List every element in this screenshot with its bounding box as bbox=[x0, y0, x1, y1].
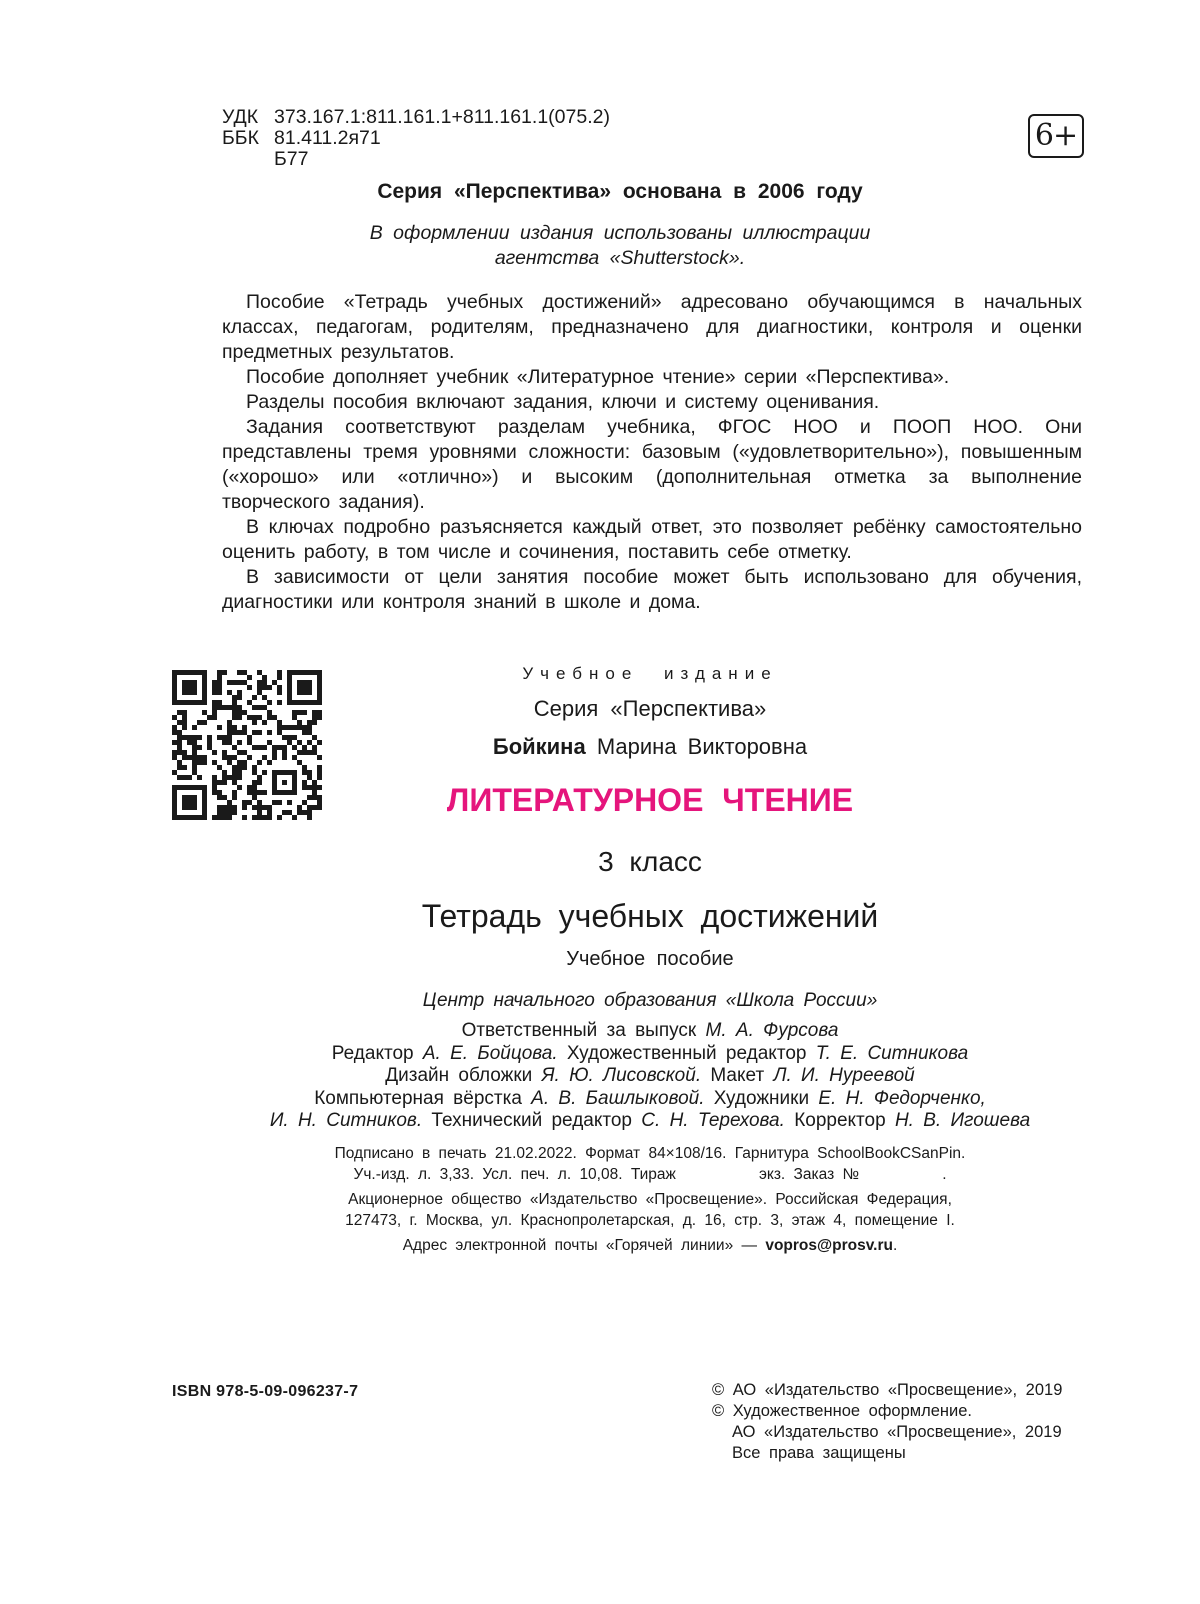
hotline-line: Адрес электронной почты «Горячей линии» — vopros@prosv.ru. bbox=[402, 1237, 898, 1254]
illustrations-note-line2: агентства «Shutterstock». bbox=[494, 247, 746, 269]
bbk-label: ББК bbox=[222, 127, 259, 149]
book-subtitle: Тетрадь учебных достижений bbox=[421, 898, 879, 934]
annotation-paragraph: В зависимости от цели занятия пособие может быть использовано для обучения, диагностики или контроля знаний в школе и дома. bbox=[222, 566, 1082, 613]
annotation-text bbox=[222, 290, 1082, 615]
credit-line-typesetting: Компьютерная вёрстка А. В. Башлыковой. Художники Е. Н. Федорченко, bbox=[314, 1087, 986, 1109]
credit-line-technical: И. Н. Ситников. Технический редактор С. Н. Терехова. Корректор Н. В. Игошева bbox=[269, 1110, 1031, 1131]
edition-type: Учебное издание bbox=[522, 664, 778, 683]
author-mark: Б77 bbox=[274, 148, 309, 170]
author-name bbox=[200, 734, 1100, 760]
credits-block bbox=[160, 1020, 1140, 1133]
udk-label: УДК bbox=[222, 106, 259, 128]
series-founded: Серия «Перспектива» основана в 2006 году bbox=[377, 180, 863, 203]
credit-line-responsible: Ответственный за выпуск М. А. Фурсова bbox=[461, 1020, 839, 1041]
annotation-paragraph: Пособие дополняет учебник «Литературное чтение» серии «Перспектива». bbox=[246, 366, 950, 388]
book-title: ЛИТЕРАТУРНОЕ ЧТЕНИЕ bbox=[446, 782, 854, 818]
print-info bbox=[200, 1143, 1100, 1256]
udk-value: 373.167.1:811.161.1+811.161.1(075.2) bbox=[274, 106, 610, 128]
copyright-line: Все права защищены bbox=[732, 1444, 906, 1462]
illustrations-note bbox=[20, 221, 1200, 271]
series-name: Серия «Перспектива» bbox=[533, 696, 767, 721]
copyright-line: © Художественное оформление. bbox=[712, 1402, 972, 1420]
copyright-line: АО «Издательство «Просвещение», 2019 bbox=[732, 1423, 1062, 1441]
illustrations-note-line1: В оформлении издания использованы иллюстрации bbox=[369, 222, 871, 244]
education-center: Центр начального образования «Школа России» bbox=[422, 990, 878, 1011]
age-rating-badge: 6+ bbox=[1028, 114, 1084, 158]
hotline-email[interactable]: vopros@prosv.ru bbox=[765, 1237, 893, 1254]
author-last-name: Бойкина bbox=[492, 734, 586, 759]
print-info-line: Подписано в печать 21.02.2022. Формат 84×108/16. Гарнитура SchoolBookCSanPin. bbox=[334, 1145, 966, 1162]
publisher-line: Акционерное общество «Издательство «Просвещение». Российская Федерация, bbox=[348, 1191, 952, 1208]
credit-line-design: Дизайн обложки Я. Ю. Лисовской. Макет Л. И. Нуреевой bbox=[385, 1065, 915, 1086]
publisher-address: 127473, г. Москва, ул. Краснопролетарская, д. 16, стр. 3, этаж 4, помещение I. bbox=[345, 1212, 955, 1229]
annotation-paragraph: В ключах подробно разъясняется каждый ответ, это позволяет ребёнку самостоятельно оценить работу, в том числе и сочинения, поставить себе отметку. bbox=[222, 516, 1082, 563]
copyright-block bbox=[712, 1380, 1062, 1464]
copyright-line: © АО «Издательство «Просвещение», 2019 bbox=[712, 1381, 1063, 1399]
annotation-paragraph: Пособие «Тетрадь учебных достижений» адресовано обучающимся в начальных классах, педагогам, родителям, предназначено для диагностики, контроля и оценки предметных результатов. bbox=[222, 291, 1082, 363]
credit-line-editors: Редактор А. Е. Бойцова. Художественный редактор Т. Е. Ситникова bbox=[331, 1042, 969, 1064]
print-info-line: Уч.-изд. л. 3,33. Усл. печ. л. 10,08. Тираж экз. Заказ № . bbox=[353, 1166, 947, 1183]
classification-codes bbox=[222, 107, 610, 170]
isbn: ISBN 978-5-09-096237-7 bbox=[172, 1383, 359, 1400]
bbk-value: 81.411.2я71 bbox=[274, 127, 381, 149]
book-type: Учебное пособие bbox=[566, 948, 734, 970]
grade: 3 класс bbox=[598, 846, 702, 877]
annotation-paragraph: Разделы пособия включают задания, ключи и систему оценивания. bbox=[246, 391, 880, 413]
author-first-names: Марина Викторовна bbox=[596, 734, 808, 759]
annotation-paragraph: Задания соответствуют разделам учебника, ФГОС НОО и ПООП НОО. Они представлены тремя уровнями сложности: базовым («удовлетворительно»), повышенным («хорошо» или «отлично») и высоким (дополнительная отметка за выполнение творческого задания). bbox=[222, 416, 1082, 513]
